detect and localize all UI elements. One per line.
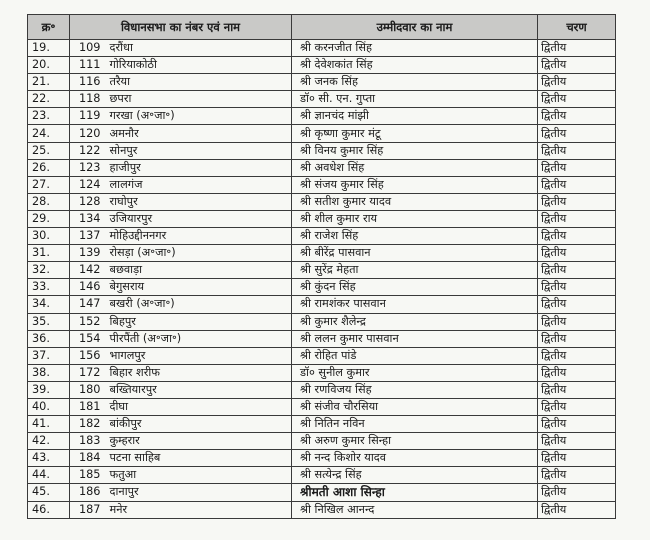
constituency-name: लालगंज [104,176,292,193]
constituency-number: 123 [70,159,104,176]
row-serial: 22. [28,91,70,108]
constituency-number: 187 [70,501,104,518]
phase-value: द्वितीय [538,313,616,330]
constituency-number: 124 [70,176,104,193]
candidate-list-document [27,14,616,519]
row-serial: 24. [28,125,70,142]
constituency-name: सोनपुर [104,142,292,159]
constituency-number: 147 [70,296,104,313]
constituency-number: 119 [70,108,104,125]
phase-value: द्वितीय [538,57,616,74]
header-constituency: विधानसभा का नंबर एवं नाम [70,15,292,40]
row-serial: 32. [28,262,70,279]
phase-value: द्वितीय [538,484,616,501]
candidate-name: श्री सतीश कुमार यादव [292,193,538,210]
row-serial: 20. [28,57,70,74]
table-row [28,176,616,193]
constituency-name: पटना साहिब [104,450,292,467]
row-serial: 45. [28,484,70,501]
table-body [28,40,616,519]
candidate-name: श्री देवेशकांत सिंह [292,57,538,74]
table-row [28,279,616,296]
header-candidate: उम्मीदवार का नाम [292,15,538,40]
phase-value: द्वितीय [538,398,616,415]
constituency-number: 156 [70,347,104,364]
constituency-name: गोरियाकोठी [104,57,292,74]
candidate-name: डॉ० सी. एन. गुप्ता [292,91,538,108]
constituency-name: गरखा (अ॰जा॰) [104,108,292,125]
table-row [28,313,616,330]
constituency-name: बिहार शरीफ [104,364,292,381]
row-serial: 34. [28,296,70,313]
constituency-name: अमनौर [104,125,292,142]
constituency-name: दानापुर [104,484,292,501]
candidate-name: श्री रणविजय सिंह [292,381,538,398]
candidate-name: श्री अरुण कुमार सिन्हा [292,433,538,450]
constituency-number: 134 [70,210,104,227]
constituency-number: 109 [70,40,104,57]
row-serial: 43. [28,450,70,467]
candidate-name: श्रीमती आशा सिन्हा [292,484,538,501]
phase-value: द्वितीय [538,142,616,159]
row-serial: 39. [28,381,70,398]
row-serial: 26. [28,159,70,176]
constituency-name: छपरा [104,91,292,108]
table-row [28,193,616,210]
phase-value: द्वितीय [538,262,616,279]
constituency-name: तरैया [104,74,292,91]
table-row [28,210,616,227]
row-serial: 21. [28,74,70,91]
header-serial: क्र॰ [28,15,70,40]
candidate-name: श्री ज्ञानचंद मांझी [292,108,538,125]
row-serial: 42. [28,433,70,450]
constituency-name: उजियारपुर [104,210,292,227]
constituency-name: दीघा [104,398,292,415]
phase-value: द्वितीय [538,347,616,364]
constituency-name: फतुआ [104,467,292,484]
constituency-number: 139 [70,245,104,262]
constituency-name: दरौंधा [104,40,292,57]
row-serial: 33. [28,279,70,296]
row-serial: 36. [28,330,70,347]
table-row [28,330,616,347]
candidate-name: श्री कृष्णा कुमार मंटू [292,125,538,142]
table-row [28,245,616,262]
phase-value: द्वितीय [538,467,616,484]
table-row [28,296,616,313]
table-row [28,228,616,245]
header-row [28,15,616,40]
phase-value: द्वितीय [538,91,616,108]
candidate-name: श्री रोहित पांडे [292,347,538,364]
candidate-name: श्री संजय कुमार सिंह [292,176,538,193]
constituency-number: 137 [70,228,104,245]
constituency-name: रोसड़ा (अ॰जा॰) [104,245,292,262]
table-row [28,433,616,450]
table-row [28,91,616,108]
candidate-name: श्री रामशंकर पासवान [292,296,538,313]
phase-value: द्वितीय [538,501,616,518]
constituency-number: 186 [70,484,104,501]
constituency-number: 184 [70,450,104,467]
row-serial: 25. [28,142,70,159]
candidate-name: श्री बीरेंद्र पासवान [292,245,538,262]
constituency-name: बख्तियारपुर [104,381,292,398]
row-serial: 23. [28,108,70,125]
constituency-name: पीरपैंती (अ॰जा॰) [104,330,292,347]
phase-value: द्वितीय [538,296,616,313]
row-serial: 30. [28,228,70,245]
constituency-number: 152 [70,313,104,330]
constituency-number: 120 [70,125,104,142]
table-row [28,398,616,415]
candidate-name: श्री संजीव चौरसिया [292,398,538,415]
constituency-number: 183 [70,433,104,450]
table-row [28,262,616,279]
phase-value: द्वितीय [538,108,616,125]
header-phase: चरण [538,15,616,40]
row-serial: 31. [28,245,70,262]
constituency-name: कुम्हरार [104,433,292,450]
candidate-name: श्री कुमार शैलेन्द्र [292,313,538,330]
table-row [28,125,616,142]
constituency-name: मोहिउद्दीननगर [104,228,292,245]
constituency-name: बेगुसराय [104,279,292,296]
table-row [28,484,616,501]
phase-value: द्वितीय [538,381,616,398]
table-row [28,57,616,74]
phase-value: द्वितीय [538,176,616,193]
table-row [28,142,616,159]
table-header [28,15,616,40]
phase-value: द्वितीय [538,40,616,57]
constituency-number: 122 [70,142,104,159]
constituency-number: 128 [70,193,104,210]
candidate-name: श्री नन्द किशोर यादव [292,450,538,467]
phase-value: द्वितीय [538,74,616,91]
row-serial: 29. [28,210,70,227]
table-row [28,364,616,381]
candidate-name: श्री विनय कुमार सिंह [292,142,538,159]
table-row [28,467,616,484]
constituency-number: 116 [70,74,104,91]
phase-value: द्वितीय [538,193,616,210]
constituency-number: 185 [70,467,104,484]
constituency-number: 142 [70,262,104,279]
candidate-name: श्री ललन कुमार पासवान [292,330,538,347]
candidate-name: श्री अवधेश सिंह [292,159,538,176]
table-row [28,159,616,176]
candidate-name: श्री राजेश सिंह [292,228,538,245]
table-row [28,450,616,467]
row-serial: 46. [28,501,70,518]
phase-value: द्वितीय [538,245,616,262]
constituency-name: बांकीपुर [104,416,292,433]
candidate-name: श्री जनक सिंह [292,74,538,91]
candidate-name: श्री करनजीत सिंह [292,40,538,57]
phase-value: द्वितीय [538,228,616,245]
candidate-name: श्री कुंदन सिंह [292,279,538,296]
phase-value: द्वितीय [538,330,616,347]
phase-value: द्वितीय [538,125,616,142]
table-row [28,74,616,91]
table-row [28,416,616,433]
constituency-number: 111 [70,57,104,74]
row-serial: 40. [28,398,70,415]
phase-value: द्वितीय [538,450,616,467]
table-row [28,108,616,125]
row-serial: 28. [28,193,70,210]
table-row [28,381,616,398]
phase-value: द्वितीय [538,416,616,433]
constituency-name: राघोपुर [104,193,292,210]
candidate-name: श्री सुरेंद्र मेहता [292,262,538,279]
row-serial: 27. [28,176,70,193]
phase-value: द्वितीय [538,279,616,296]
constituency-name: बछवाड़ा [104,262,292,279]
constituency-number: 154 [70,330,104,347]
table-row [28,40,616,57]
table-row [28,347,616,364]
row-serial: 37. [28,347,70,364]
row-serial: 19. [28,40,70,57]
candidate-name: श्री सत्येन्द्र सिंह [292,467,538,484]
phase-value: द्वितीय [538,159,616,176]
candidate-name: श्री नितिन नविन [292,416,538,433]
constituency-name: मनेर [104,501,292,518]
constituency-number: 172 [70,364,104,381]
constituency-name: भागलपुर [104,347,292,364]
row-serial: 44. [28,467,70,484]
constituency-name: बिहपुर [104,313,292,330]
row-serial: 38. [28,364,70,381]
constituency-number: 146 [70,279,104,296]
candidate-name: श्री शील कुमार राय [292,210,538,227]
phase-value: द्वितीय [538,433,616,450]
row-serial: 35. [28,313,70,330]
candidate-table [27,14,616,519]
constituency-name: हाजीपुर [104,159,292,176]
constituency-number: 180 [70,381,104,398]
phase-value: द्वितीय [538,364,616,381]
constituency-number: 182 [70,416,104,433]
candidate-name: श्री निखिल आनन्द [292,501,538,518]
row-serial: 41. [28,416,70,433]
constituency-number: 181 [70,398,104,415]
constituency-number: 118 [70,91,104,108]
constituency-name: बखरी (अ॰जा॰) [104,296,292,313]
candidate-name: डॉ० सुनील कुमार [292,364,538,381]
phase-value: द्वितीय [538,210,616,227]
table-row [28,501,616,518]
